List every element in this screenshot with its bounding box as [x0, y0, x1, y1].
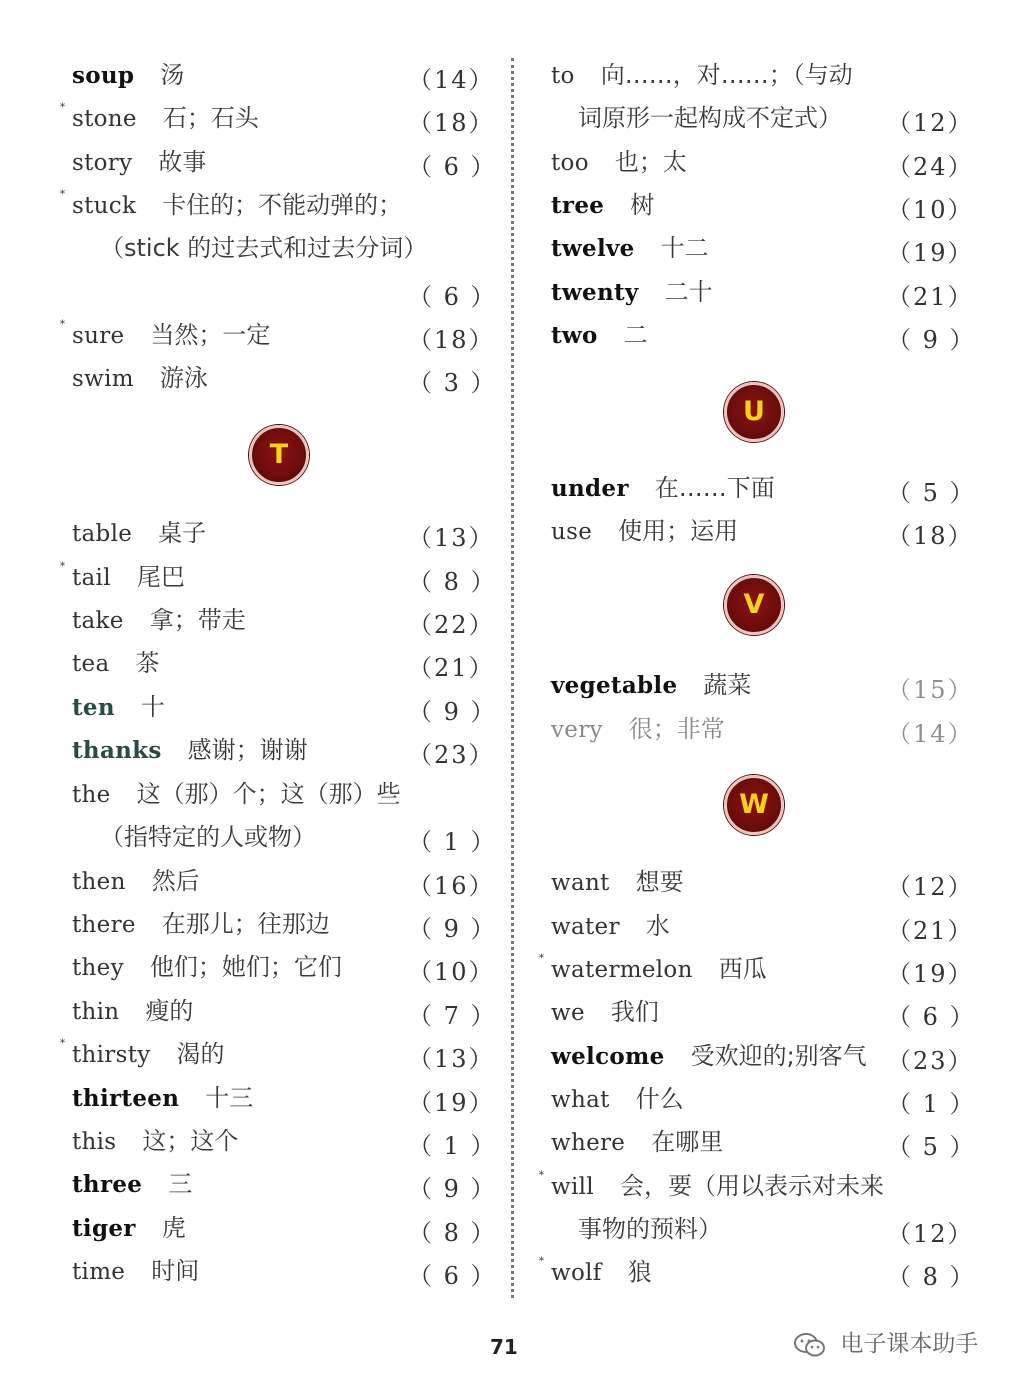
- entry-word: very: [551, 717, 603, 743]
- entry-word: what: [551, 1087, 610, 1113]
- glossary-entry: [72, 358, 208, 398]
- entry-page-ref: （ 5 ）: [887, 479, 976, 507]
- entry-meaning: 向……，对……；（与动: [600, 61, 853, 89]
- entry-meaning: 二: [623, 321, 648, 349]
- entry-meaning: 很；非常: [628, 715, 725, 743]
- entry-word: tiger: [72, 1215, 136, 1242]
- entry-meaning: 卡住的；不能动弹的；: [162, 191, 403, 219]
- asterisk-mark: *: [60, 561, 65, 572]
- entry-page-ref: （ 9 ）: [408, 915, 497, 943]
- entry-page-ref: （12）: [887, 109, 974, 137]
- entry-page-ref: （14）: [887, 720, 974, 748]
- entry-word: to: [551, 63, 575, 89]
- entry-word: thirteen: [72, 1085, 180, 1112]
- entry-page-ref: （13）: [408, 524, 495, 552]
- entry-word: vegetable: [551, 672, 678, 699]
- entry-continuation: 词原形一起构成不定式）: [578, 104, 842, 132]
- entry-word: ten: [72, 694, 115, 721]
- entry-meaning: 在那儿；往那边: [161, 910, 330, 938]
- glossary-entry: [72, 315, 270, 355]
- entry-page-ref: （24）: [887, 153, 974, 181]
- entry-page-ref: （ 1 ）: [887, 1090, 976, 1118]
- entry-meaning: 狼: [627, 1258, 652, 1286]
- asterisk-mark: *: [60, 319, 65, 330]
- entry-page-ref: （13）: [408, 1045, 495, 1073]
- wechat-icon: [793, 1332, 827, 1358]
- entry-word: time: [72, 1259, 126, 1285]
- glossary-entry: [578, 98, 842, 138]
- section-badge-w: W: [724, 775, 784, 835]
- entry-word: under: [551, 475, 629, 502]
- glossary-entry: [72, 1164, 192, 1204]
- entry-meaning: 二十: [664, 278, 713, 306]
- watermark-text: 电子课本助手: [840, 1331, 979, 1357]
- entry-page-ref: （10）: [408, 958, 495, 986]
- entry-meaning: 当然；一定: [150, 321, 271, 349]
- entry-meaning: 受欢迎的;别客气: [690, 1042, 867, 1070]
- entry-word: twenty: [551, 279, 639, 306]
- entry-page-ref: （ 8 ）: [408, 568, 497, 596]
- entry-word: thirsty: [72, 1042, 151, 1068]
- glossary-entry: [72, 947, 342, 987]
- glossary-entry: [72, 643, 159, 683]
- entry-continuation: 事物的预料）: [578, 1215, 722, 1243]
- entry-meaning: 虎: [161, 1214, 186, 1242]
- entry-page-ref: （ 6 ）: [408, 153, 497, 181]
- entry-page-ref: （21）: [887, 917, 974, 945]
- glossary-entry: [72, 513, 206, 553]
- entry-page-ref: （19）: [887, 239, 974, 267]
- entry-word: they: [72, 955, 124, 981]
- entry-word: wolf: [551, 1260, 602, 1286]
- glossary-entry: [551, 228, 709, 268]
- entry-continuation: （指特定的人或物）: [100, 823, 316, 851]
- glossary-entry: [72, 142, 206, 182]
- entry-meaning: 汤: [160, 61, 185, 89]
- entry-meaning: 蔬菜: [703, 671, 752, 699]
- entry-page-ref: （21）: [887, 283, 974, 311]
- entry-page-ref: （23）: [887, 1047, 974, 1075]
- entry-meaning: 三: [168, 1170, 193, 1198]
- entry-page-ref: （18）: [887, 522, 974, 550]
- glossary-entry: [551, 185, 654, 225]
- entry-page-ref: （ 1 ）: [408, 1132, 497, 1160]
- entry-word: soup: [72, 62, 135, 89]
- entry-word: tail: [72, 565, 111, 591]
- entry-page-ref: （19）: [887, 960, 974, 988]
- section-badge-v: V: [724, 575, 784, 635]
- entry-word: tea: [72, 651, 110, 677]
- entry-meaning: 在哪里: [651, 1128, 724, 1156]
- watermark: [793, 1325, 978, 1358]
- entry-page-ref: （ 7 ）: [408, 1002, 497, 1030]
- asterisk-mark: *: [539, 1170, 544, 1181]
- glossary-entry: [551, 142, 687, 182]
- glossary-entry: [551, 906, 670, 946]
- entry-word: swim: [72, 366, 134, 392]
- entry-meaning: 拿；带走: [149, 606, 246, 634]
- glossary-entry: [100, 817, 316, 857]
- page-number: 71: [490, 1335, 518, 1359]
- glossary-entry: [72, 991, 193, 1031]
- glossary-entry: [72, 687, 165, 727]
- entry-meaning: 这（那）个；这（那）些: [136, 780, 401, 808]
- entry-word: welcome: [551, 1043, 665, 1070]
- entry-page-ref: （14）: [408, 66, 495, 94]
- entry-word: there: [72, 912, 136, 938]
- entry-page-ref: （22）: [408, 611, 495, 639]
- glossary-entry: [551, 468, 775, 508]
- glossary-entry: [551, 1252, 652, 1292]
- entry-word: use: [551, 519, 593, 545]
- entry-page-ref: （ 8 ）: [887, 1263, 976, 1291]
- entry-word: story: [72, 150, 133, 176]
- entry-page-ref: （10）: [887, 196, 974, 224]
- glossary-entry: [551, 272, 713, 312]
- entry-page-ref: （16）: [408, 872, 495, 900]
- entry-meaning: 水: [645, 912, 670, 940]
- entry-page-ref: （12）: [887, 1220, 974, 1248]
- glossary-entry: [551, 1122, 723, 1162]
- glossary-entry: [100, 228, 427, 268]
- entry-page-ref: （12）: [887, 873, 974, 901]
- glossary-entry: [72, 185, 402, 225]
- section-badge-t: T: [249, 425, 309, 485]
- entry-meaning: 故事: [158, 148, 207, 176]
- entry-word: this: [72, 1129, 117, 1155]
- entry-word: table: [72, 521, 133, 547]
- entry-word: thanks: [72, 737, 162, 764]
- entry-meaning: 渴的: [176, 1040, 225, 1068]
- glossary-entry: [72, 861, 200, 901]
- glossary-entry: [551, 55, 853, 95]
- glossary-entry: [72, 1208, 186, 1248]
- entry-meaning: 游泳: [159, 364, 208, 392]
- entry-word: take: [72, 608, 124, 634]
- asterisk-mark: *: [60, 102, 65, 113]
- entry-page-ref: （23）: [408, 741, 495, 769]
- entry-page-ref: （ 9 ）: [408, 698, 497, 726]
- entry-meaning: 十二: [660, 234, 709, 262]
- entry-meaning: 他们；她们；它们: [149, 953, 342, 981]
- entry-meaning: 什么: [635, 1085, 684, 1113]
- entry-page-ref: （ 5 ）: [887, 1133, 976, 1161]
- entry-word: tree: [551, 192, 605, 219]
- entry-word: twelve: [551, 235, 635, 262]
- glossary-entry: [72, 557, 185, 597]
- entry-page-ref: （ 3 ）: [408, 369, 497, 397]
- entry-page-ref: （21）: [408, 654, 495, 682]
- asterisk-mark: *: [539, 1256, 544, 1267]
- glossary-entry: [551, 949, 767, 989]
- entry-page-ref: （18）: [408, 326, 495, 354]
- glossary-entry: [72, 904, 330, 944]
- column-divider: [511, 58, 514, 1298]
- entry-meaning: 然后: [151, 867, 200, 895]
- entry-meaning: 西瓜: [718, 955, 767, 983]
- glossary-entry: [551, 709, 725, 749]
- glossary-entry: [72, 600, 246, 640]
- entry-word: too: [551, 150, 589, 176]
- entry-word: stone: [72, 106, 137, 132]
- entry-word: where: [551, 1130, 626, 1156]
- glossary-entry: [72, 1251, 199, 1291]
- entry-meaning: 这；这个: [142, 1127, 239, 1155]
- entry-page-ref: （19）: [408, 1089, 495, 1117]
- glossary-entry: [551, 511, 738, 551]
- asterisk-mark: *: [60, 1038, 65, 1049]
- entry-word: three: [72, 1171, 143, 1198]
- glossary-entry: [72, 55, 184, 95]
- entry-word: thin: [72, 999, 120, 1025]
- entry-meaning: 想要: [635, 868, 684, 896]
- entry-continuation: （stick 的过去式和过去分词）: [100, 234, 428, 262]
- entry-page-ref: （18）: [408, 109, 495, 137]
- entry-word: the: [72, 782, 111, 808]
- entry-word: will: [551, 1174, 594, 1200]
- glossary-entry: [551, 665, 751, 705]
- entry-meaning: 尾巴: [136, 563, 185, 591]
- glossary-entry: [551, 862, 684, 902]
- glossary-entry: [551, 1166, 884, 1206]
- asterisk-mark: *: [539, 953, 544, 964]
- entry-page-ref: （15）: [887, 676, 974, 704]
- glossary-entry: [72, 1034, 225, 1074]
- entry-meaning: 桌子: [158, 519, 207, 547]
- glossary-entry: [72, 730, 308, 770]
- entry-meaning: 也；太: [614, 148, 687, 176]
- entry-word: want: [551, 870, 610, 896]
- glossary-entry: [72, 98, 259, 138]
- entry-meaning: 石；石头: [162, 104, 259, 132]
- glossary-entry: [551, 1036, 867, 1076]
- entry-word: watermelon: [551, 957, 693, 983]
- entry-word: we: [551, 1000, 585, 1026]
- entry-meaning: 树: [630, 191, 655, 219]
- entry-meaning: 使用；运用: [618, 517, 739, 545]
- entry-meaning: 茶: [135, 649, 160, 677]
- entry-page-ref: （ 1 ）: [408, 828, 497, 856]
- entry-word: water: [551, 914, 620, 940]
- glossary-entry: [578, 1209, 722, 1249]
- entry-meaning: 十: [140, 693, 165, 721]
- entry-meaning: 瘦的: [145, 997, 194, 1025]
- glossary-entry: [551, 1079, 684, 1119]
- entry-page-ref: （ 6 ）: [408, 283, 497, 311]
- entry-meaning: 感谢；谢谢: [187, 736, 308, 764]
- entry-word: sure: [72, 323, 125, 349]
- glossary-entry: [551, 992, 659, 1032]
- entry-page-ref: （ 6 ）: [408, 1262, 497, 1290]
- entry-word: then: [72, 869, 126, 895]
- entry-meaning: 时间: [151, 1257, 200, 1285]
- entry-meaning: 十三: [205, 1084, 254, 1112]
- entry-page-ref: （ 9 ）: [408, 1175, 497, 1203]
- entry-meaning: 我们: [610, 998, 659, 1026]
- asterisk-mark: *: [60, 189, 65, 200]
- glossary-entry: [72, 774, 401, 814]
- entry-meaning: 在……下面: [654, 474, 775, 502]
- entry-page-ref: （ 8 ）: [408, 1219, 497, 1247]
- entry-word: two: [551, 322, 598, 349]
- glossary-entry: [72, 1078, 253, 1118]
- entry-page-ref: （ 6 ）: [887, 1003, 976, 1031]
- entry-meaning: 会，要（用以表示对未来: [619, 1172, 884, 1200]
- glossary-entry: [551, 315, 648, 355]
- glossary-entry: [72, 1121, 238, 1161]
- section-badge-u: U: [724, 382, 784, 442]
- entry-word: stuck: [72, 193, 137, 219]
- entry-page-ref: （ 9 ）: [887, 326, 976, 354]
